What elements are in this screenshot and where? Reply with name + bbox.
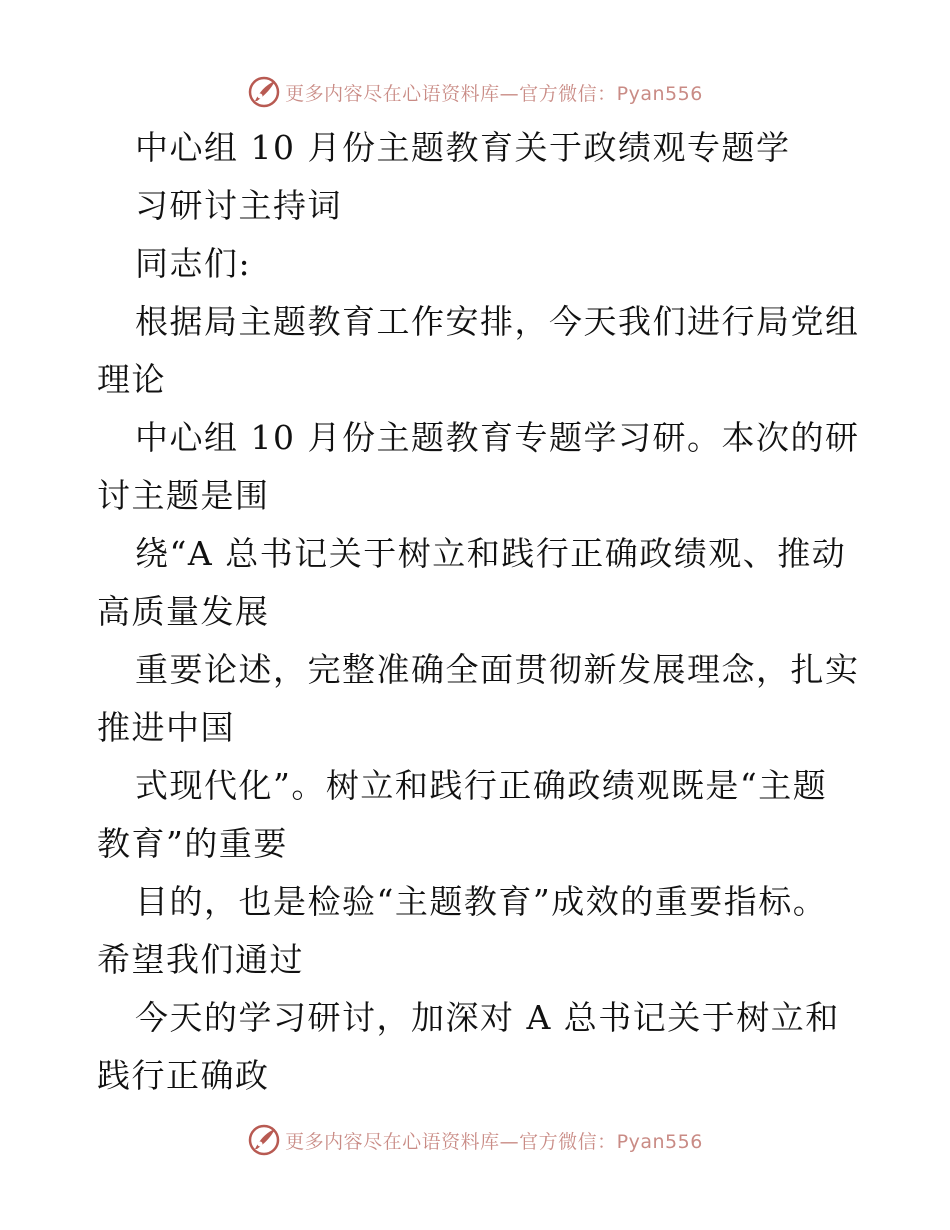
feather-pen-icon [247, 1123, 281, 1157]
text-line: 希望我们通过 [97, 940, 304, 979]
text-line: 讨主题是围 [97, 476, 270, 515]
feather-pen-icon [247, 75, 281, 109]
text-line: 高质量发展 [97, 592, 270, 631]
text-line: 教育”的重要 [97, 824, 288, 863]
text-line: 重要论述，完整准确全面贯彻新发展理念，扎实 [135, 650, 860, 689]
title-line-1: 中心组 10 月份主题教育关于政绩观专题学 [135, 128, 791, 167]
text-line: 根据局主题教育工作安排，今天我们进行局党组 [135, 302, 860, 341]
text-line: 中心组 10 月份主题教育专题学习研。本次的研 [135, 418, 860, 457]
greeting-line: 同志们: [135, 244, 252, 283]
text-line: 目的，也是检验“主题教育”成效的重要指标。 [135, 882, 828, 921]
text-line: 理论 [97, 360, 166, 399]
watermark-text: 更多内容尽在心语资料库—官方微信：Pyan556 [285, 1130, 703, 1153]
watermark-text: 更多内容尽在心语资料库—官方微信：Pyan556 [285, 82, 703, 105]
title-line-2: 习研讨主持词 [135, 186, 342, 225]
footer-watermark [0, 1120, 950, 1160]
text-line: 绕“A 总书记关于树立和践行正确政绩观、推动 [135, 534, 847, 573]
text-line: 式现代化”。树立和践行正确政绩观既是“主题 [135, 766, 828, 805]
text-line: 今天的学习研讨，加深对 A 总书记关于树立和 [135, 998, 840, 1037]
text-line: 推进中国 [97, 708, 235, 747]
text-line: 践行正确政 [97, 1056, 270, 1095]
header-watermark [0, 72, 950, 112]
